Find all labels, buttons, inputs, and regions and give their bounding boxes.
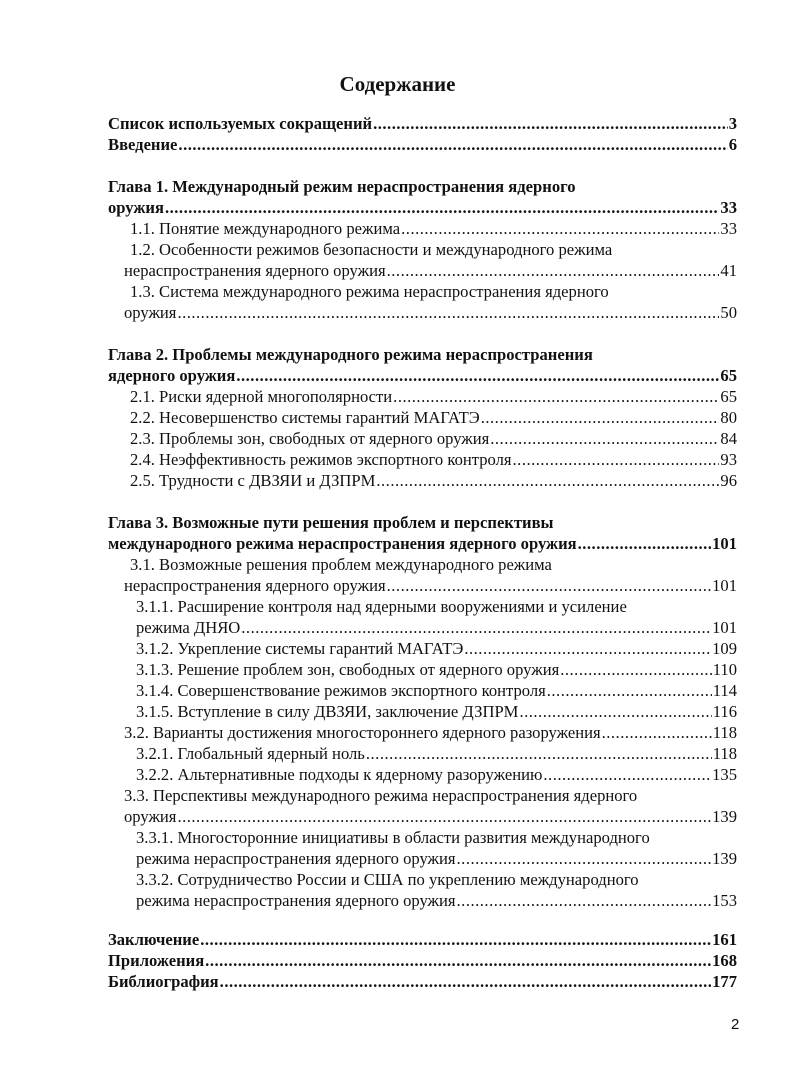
toc-subsection-3-1-5[interactable] xyxy=(136,701,737,722)
toc-subsection-3-3-1-heading[interactable]: 3.3.1. Многосторонние инициативы в области развития международного xyxy=(136,828,650,847)
toc-entry-appendices[interactable] xyxy=(108,950,737,971)
toc-entry-text: 2.2. Несовершенство системы гарантий МАГАТЭ xyxy=(130,408,480,427)
dot-leader xyxy=(560,659,711,680)
toc-subsection-3-2-2[interactable] xyxy=(136,764,737,785)
toc-page-number: 41 xyxy=(720,261,737,280)
toc-subsection-3-3-2[interactable] xyxy=(136,890,737,911)
toc-entry-conclusion[interactable] xyxy=(108,929,737,950)
toc-page-number: 65 xyxy=(720,366,737,385)
toc-section-3-3[interactable] xyxy=(124,806,737,827)
toc-page-number: 135 xyxy=(712,765,737,784)
toc-page-number: 118 xyxy=(712,744,737,763)
toc-page-number: 168 xyxy=(712,951,737,970)
dot-leader xyxy=(200,929,711,950)
dot-leader xyxy=(177,302,719,323)
toc-section-3-2[interactable] xyxy=(124,722,737,743)
dot-leader xyxy=(236,365,719,386)
toc-entry-text: 3.1.5. Вступление в силу ДВЗЯИ, заключение ДЗПРМ xyxy=(136,702,519,721)
dot-leader xyxy=(464,638,711,659)
toc-section-2-3[interactable] xyxy=(130,428,737,449)
toc-subsection-3-1-2[interactable] xyxy=(136,638,737,659)
toc-section-3-3-heading[interactable]: 3.3. Перспективы международного режима нераспространения ядерного xyxy=(124,786,638,805)
toc-subsection-3-1-3[interactable] xyxy=(136,659,737,680)
toc-entry-text: Библиография xyxy=(108,972,219,991)
toc-entry-text: 3.1.3. Решение проблем зон, свободных от ядерного оружия xyxy=(136,660,560,679)
toc-entry-text: 3.2.1. Глобальный ядерный ноль xyxy=(136,744,365,763)
toc-page-number: 93 xyxy=(720,450,737,469)
toc-entry-text: 2.4. Неэффективность режимов экспортного контроля xyxy=(130,450,512,469)
toc-title: Содержание xyxy=(339,72,456,96)
page-number: 2 xyxy=(731,1016,740,1033)
toc-section-2-1[interactable] xyxy=(130,386,737,407)
dot-leader xyxy=(393,386,719,407)
toc-page-number: 101 xyxy=(712,618,737,637)
toc-entry-text: оружия xyxy=(124,807,177,826)
toc-section-2-5[interactable] xyxy=(130,470,737,491)
toc-page-number: 101 xyxy=(712,576,737,595)
dot-leader xyxy=(602,722,712,743)
toc-subsection-3-3-2-heading[interactable]: 3.3.2. Сотрудничество России и США по укреплению международного xyxy=(136,870,639,889)
dot-leader xyxy=(547,680,712,701)
toc-entry-introduction[interactable] xyxy=(108,134,737,155)
toc-page-number: 114 xyxy=(712,681,737,700)
toc-page-number: 33 xyxy=(720,198,737,217)
toc-entry-text: ядерного оружия xyxy=(108,366,236,385)
toc-entry-text: 3.1.2. Укрепление системы гарантий МАГАТЭ xyxy=(136,639,464,658)
toc-entry-text: оружия xyxy=(108,198,164,217)
toc-entry-text: оружия xyxy=(124,303,177,322)
toc-page-number: 153 xyxy=(712,891,737,910)
toc-page-number: 110 xyxy=(712,660,737,679)
toc-entry-text: Введение xyxy=(108,135,178,154)
toc-entry-text: 3.2. Варианты достижения многостороннего ядерного разоружения xyxy=(124,723,601,742)
dot-leader xyxy=(457,890,712,911)
dot-leader xyxy=(401,218,719,239)
toc-entry-text: нераспространения ядерного оружия xyxy=(124,576,386,595)
dot-leader xyxy=(373,113,728,134)
dot-leader xyxy=(177,806,711,827)
toc-page-number: 101 xyxy=(712,534,737,553)
toc-entry-text: 2.1. Риски ядерной многополярности xyxy=(130,387,393,406)
dot-leader xyxy=(481,407,720,428)
toc-entry-text: режима ДНЯО xyxy=(136,618,241,637)
toc-page-number: 84 xyxy=(720,429,737,448)
toc-subsection-3-2-1[interactable] xyxy=(136,743,737,764)
toc-page-number: 177 xyxy=(712,972,737,991)
toc-entry-text: нераспространения ядерного оружия xyxy=(124,261,386,280)
toc-page-number: 139 xyxy=(712,849,737,868)
toc-page-number: 3 xyxy=(728,114,737,133)
toc-page-number: 80 xyxy=(720,408,737,427)
toc-page-number: 116 xyxy=(712,702,737,721)
toc-section-3-1-heading[interactable]: 3.1. Возможные решения проблем международного режима xyxy=(130,555,552,574)
dot-leader xyxy=(543,764,711,785)
toc-page-number: 109 xyxy=(712,639,737,658)
toc-page-number: 65 xyxy=(720,387,737,406)
dot-leader xyxy=(178,134,727,155)
dot-leader xyxy=(220,971,711,992)
toc-chapter-1[interactable] xyxy=(108,197,737,218)
toc-section-1-3[interactable] xyxy=(124,302,737,323)
toc-entry-text: Заключение xyxy=(108,930,200,949)
dot-leader xyxy=(241,617,711,638)
toc-chapter-3-heading[interactable]: Глава 3. Возможные пути решения проблем и перспективы xyxy=(108,513,554,532)
toc-chapter-1-heading[interactable]: Глава 1. Международный режим нераспространения ядерного xyxy=(108,177,576,196)
toc-chapter-2[interactable] xyxy=(108,365,737,386)
toc-entry-text: режима нераспространения ядерного оружия xyxy=(136,849,456,868)
toc-entry-text: 2.3. Проблемы зон, свободных от ядерного оружия xyxy=(130,429,490,448)
dot-leader xyxy=(387,575,711,596)
dot-leader xyxy=(366,743,712,764)
toc-page-number: 33 xyxy=(720,219,737,238)
toc-entry-text: 2.5. Трудности с ДВЗЯИ и ДЗПРМ xyxy=(130,471,376,490)
toc-section-1-2[interactable] xyxy=(124,260,737,281)
toc-section-1-2-heading[interactable]: 1.2. Особенности режимов безопасности и международного режима xyxy=(130,240,613,259)
dot-leader xyxy=(387,260,720,281)
toc-entry-abbreviations[interactable] xyxy=(108,113,737,134)
toc-page-number: 161 xyxy=(712,930,737,949)
toc-page-number: 6 xyxy=(728,135,737,154)
toc-entry-text: 1.1. Понятие международного режима xyxy=(130,219,401,238)
toc-entry-text: режима нераспространения ядерного оружия xyxy=(136,891,456,910)
dot-leader xyxy=(376,470,719,491)
toc-entry-text: 3.1.4. Совершенствование режимов экспортного контроля xyxy=(136,681,546,700)
dot-leader xyxy=(578,533,712,554)
dot-leader xyxy=(205,950,711,971)
toc-subsection-3-1-1-heading[interactable]: 3.1.1. Расширение контроля над ядерными вооружениями и усиление xyxy=(136,597,627,616)
toc-entry-text: Список используемых сокращений xyxy=(108,114,373,133)
toc-section-1-3-heading[interactable]: 1.3. Система международного режима нераспространения ядерного xyxy=(130,282,609,301)
toc-section-3-1[interactable] xyxy=(124,575,737,596)
toc-entry-text: Приложения xyxy=(108,951,205,970)
toc-section-2-4[interactable] xyxy=(130,449,737,470)
toc-subsection-3-3-1[interactable] xyxy=(136,848,737,869)
toc-page-number: 118 xyxy=(712,723,737,742)
toc-subsection-3-1-4[interactable] xyxy=(136,680,737,701)
toc-section-2-2[interactable] xyxy=(130,407,737,428)
toc-subsection-3-1-1[interactable] xyxy=(136,617,737,638)
toc-section-1-1[interactable] xyxy=(130,218,737,239)
toc-page-number: 50 xyxy=(720,303,737,322)
dot-leader xyxy=(165,197,719,218)
dot-leader xyxy=(490,428,719,449)
dot-leader xyxy=(519,701,711,722)
toc-chapter-2-heading[interactable]: Глава 2. Проблемы международного режима нераспространения xyxy=(108,345,593,364)
dot-leader xyxy=(457,848,712,869)
toc-page-number: 139 xyxy=(712,807,737,826)
toc-entry-text: 3.2.2. Альтернативные подходы к ядерному разоружению xyxy=(136,765,543,784)
toc-entry-bibliography[interactable] xyxy=(108,971,737,992)
dot-leader xyxy=(513,449,720,470)
toc-chapter-3[interactable] xyxy=(108,533,737,554)
toc-entry-text: международного режима нераспространения ядерного оружия xyxy=(108,534,577,553)
toc-page-number: 96 xyxy=(720,471,737,490)
